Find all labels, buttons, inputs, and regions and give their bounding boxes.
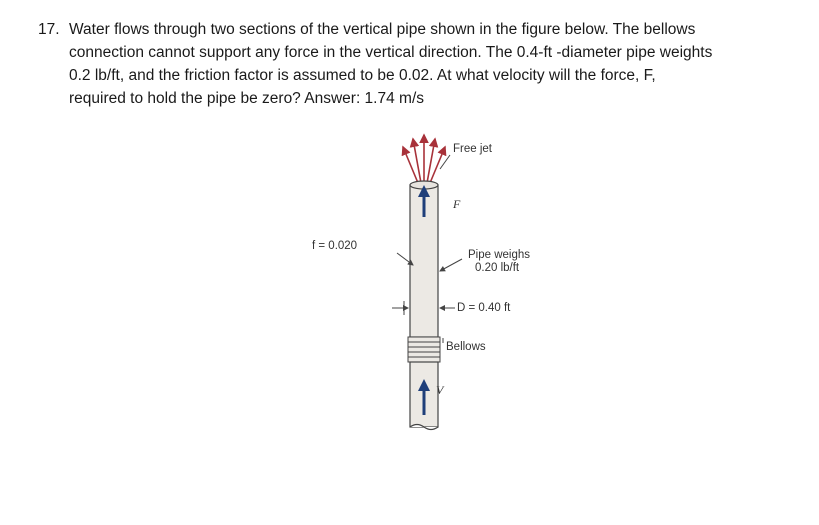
problem-line-4: required to hold the pipe be zero? Answer: 1.74 m/s	[69, 90, 424, 107]
problem-number: 17.	[38, 21, 60, 38]
pipe-figure	[300, 125, 560, 445]
problem-line-1: Water flows through two sections of the vertical pipe shown in the figure below. The bellows	[69, 21, 696, 38]
bellows-label: Bellows	[446, 341, 486, 353]
pipe-weighs-label-1: Pipe weighs	[468, 249, 531, 261]
pipe-weight-leader	[440, 259, 462, 271]
problem-line-2: connection cannot support any force in the vertical direction. The 0.4-ft -diameter pipe weights	[69, 44, 713, 61]
pipe-weighs-label-2: 0.20 lb/ft	[475, 262, 520, 274]
problem-statement	[38, 18, 808, 110]
free-jet-arrows	[403, 135, 445, 183]
diameter-label: D = 0.40 ft	[457, 302, 511, 314]
velocity-label: V	[436, 383, 444, 397]
bellows	[408, 337, 440, 362]
pipe-diagram	[300, 125, 560, 445]
force-label: F	[453, 197, 461, 211]
problem-line-3: 0.2 lb/ft, and the friction factor is assumed to be 0.02. At what velocity will the force, F,	[69, 67, 656, 84]
friction-label: f = 0.020	[312, 240, 358, 252]
free-jet-label: Free jet	[453, 143, 492, 155]
